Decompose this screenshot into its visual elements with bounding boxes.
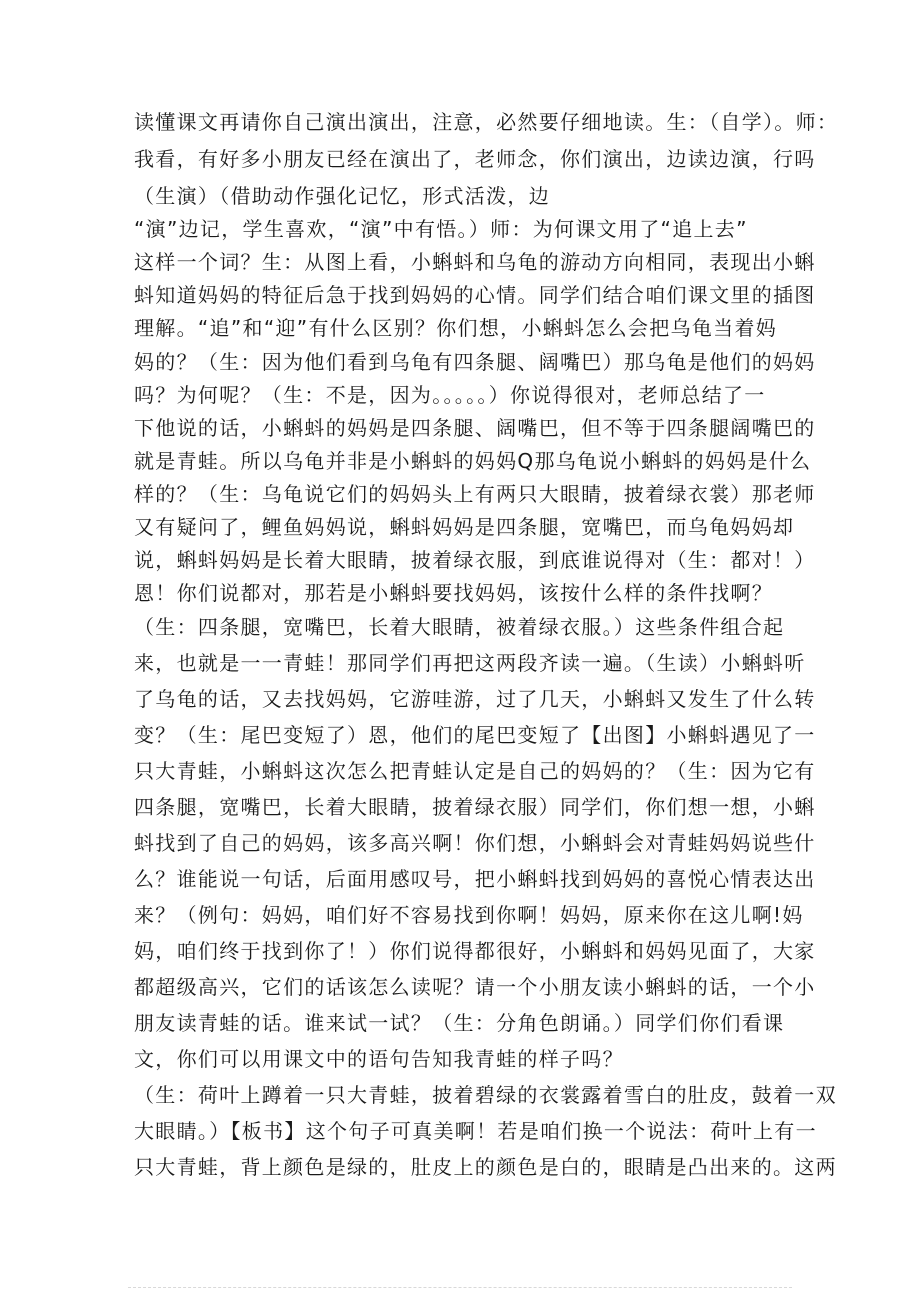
text-line-24: 来？（例句：妈妈，咱们好不容易找到你啊！妈妈，原来你在这儿啊!妈 [134, 903, 804, 927]
text-line-17: 来，也就是一一青蛙！那同学们再把这两段齐读一遍。（生读）小蝌蚪听 [134, 651, 806, 675]
text-line-21: 四条腿，宽嘴巴，长着大眼睛，披着绿衣服）同学们，你们想一想，小蝌 [134, 795, 816, 819]
text-line-20: 只大青蛙，小蝌蚪这次怎么把青蛙认定是自己的妈妈的？（生：因为它有 [134, 759, 816, 783]
text-line-14: 说，蝌蚪妈妈是长着大眼睛，披着绿衣服，到底谁说得对（生：都对！） [134, 548, 816, 572]
text-line-19: 变？（生：尾巴变短了）恩，他们的尾巴变短了【出图】小蝌蚪遇见了一 [134, 723, 816, 747]
text-line-10: 下他说的话，小蝌蚪的妈妈是四条腿、阔嘴巴，但不等于四条腿阔嘴巴的 [134, 416, 816, 440]
text-line-29: （生：荷叶上蹲着一只大青蛙，披着碧绿的衣裳露着雪白的肚皮，鼓着一双 [134, 1083, 837, 1107]
text-line-27: 朋友读青蛙的话。谁来试一试？（生：分角色朗诵。）同学们你们看课 [134, 1011, 785, 1035]
text-line-13: 又有疑问了，鲤鱼妈妈说，蝌蚪妈妈是四条腿，宽嘴巴，而乌龟妈妈却 [134, 515, 795, 539]
text-line-4: “演”边记，学生喜欢，“演”中有悟。）师：为何课文用了“追上去” [134, 217, 748, 241]
text-line-1: 读懂课文再请你自己演出演出，注意，必然要仔细地读。生：（自学）。师： [134, 110, 839, 134]
text-line-25: 妈，咱们终于找到你了！）你们说得都很好，小蝌蚪和妈妈见面了，大家 [134, 939, 816, 963]
text-line-11: 就是青蛙。所以乌龟并非是小蝌蚪的妈妈Q那乌龟说小蝌蚪的妈妈是什么 [134, 449, 812, 473]
text-line-6: 蚪知道妈妈的特征后急于找到妈妈的心情。同学们结合咱们课文里的插图 [134, 283, 816, 307]
text-line-7: 理解。“追”和“迎”有什么区别？你们想，小蝌蚪怎么会把乌龟当着妈 [134, 316, 778, 340]
text-line-3: （生演）（借助动作强化记忆，形式活泼，边 [134, 184, 550, 208]
text-line-22: 蚪找到了自己的妈妈，该多高兴啊！你们想，小蝌蚪会对青蛙妈妈说些什 [134, 831, 816, 855]
page-bottom-divider [128, 1287, 792, 1288]
text-line-9: 吗？为何呢？（生：不是，因为。。。。。）你说得很对，老师总结了一 [134, 383, 766, 407]
text-line-2: 我看，有好多小朋友已经在演出了，老师念，你们演出，边读边演，行吗 [134, 147, 816, 171]
text-line-31: 只大青蛙，背上颜色是绿的，肚皮上的颜色是白的，眼睛是凸出来的。这两 [134, 1155, 837, 1179]
text-line-30: 大眼睛。）【板书】这个句子可真美啊！若是咱们换一个说法：荷叶上有一 [134, 1119, 817, 1143]
text-line-18: 了乌龟的话，又去找妈妈，它游哇游，过了几天，小蝌蚪又发生了什么转 [134, 687, 816, 711]
text-line-8: 妈的？（生：因为他们看到乌龟有四条腿、阔嘴巴）那乌龟是他们的妈妈 [134, 350, 816, 374]
text-line-16: （生：四条腿，宽嘴巴，长着大眼睛，被着绿衣服。）这些条件组合起 [134, 615, 785, 639]
text-line-15: 恩！你们说都对，那若是小蝌蚪要找妈妈，该按什么样的条件找啊？ [134, 581, 773, 605]
text-line-5: 这样一个词？生：从图上看，小蝌蚪和乌龟的游动方向相同，表现出小蝌 [134, 250, 816, 274]
text-line-28: 文，你们可以用课文中的语句告知我青蛙的样子吗？ [134, 1047, 624, 1071]
text-line-23: 么？谁能说一句话，后面用感叹号，把小蝌蚪找到妈妈的喜悦心情表达出 [134, 867, 816, 891]
text-line-12: 样的？（生：乌龟说它们的妈妈头上有两只大眼睛，披着绿衣裳）那老师 [134, 482, 816, 506]
text-line-26: 都超级高兴，它们的话该怎么读呢？请一个小朋友读小蝌蚪的话，一个小 [134, 975, 816, 999]
